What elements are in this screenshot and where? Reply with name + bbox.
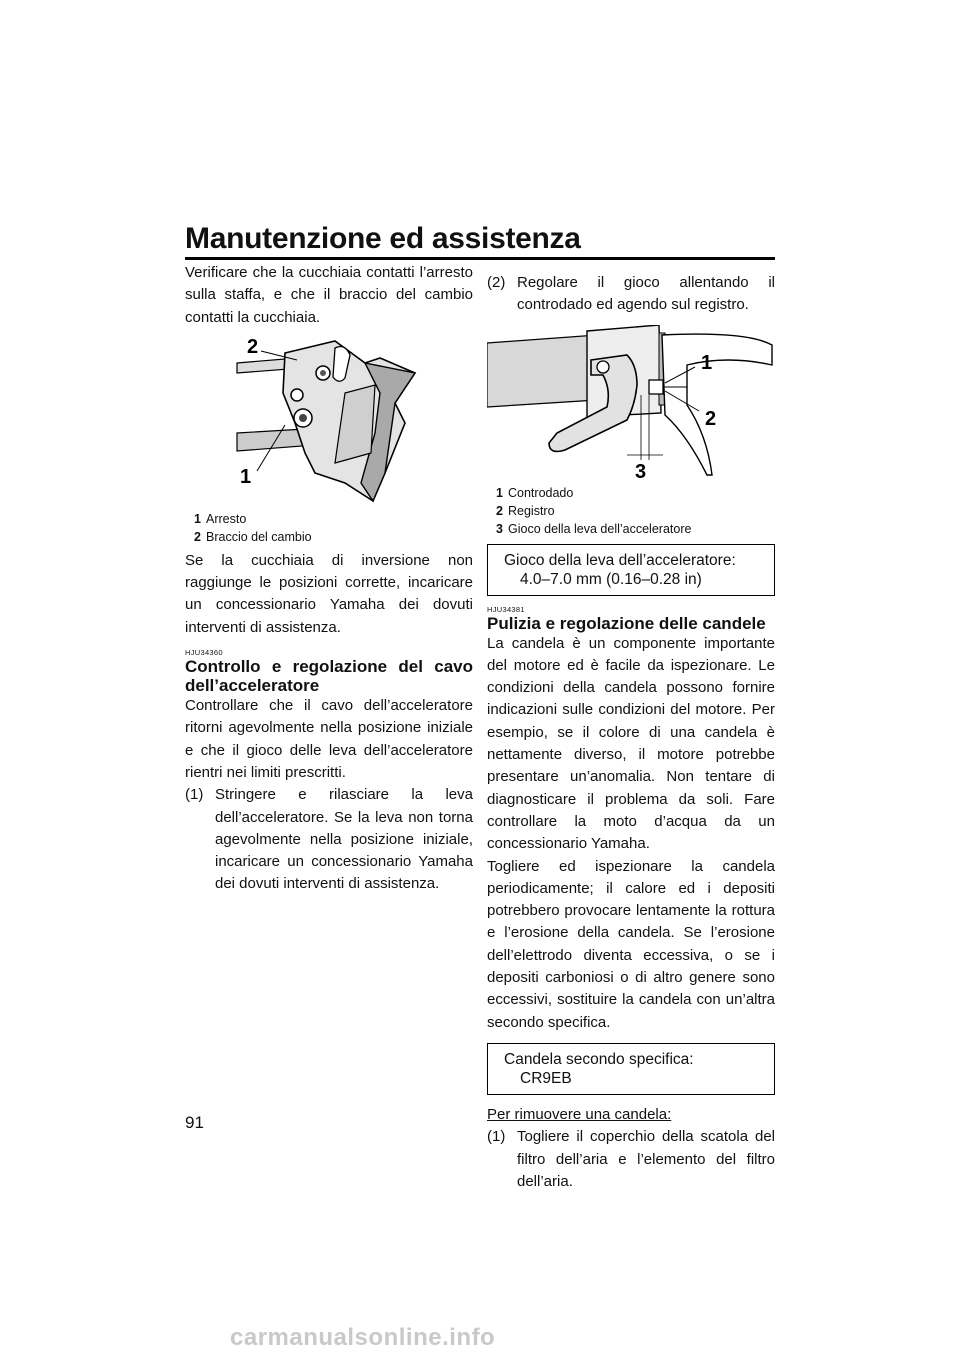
watermark: carmanualsonline.info xyxy=(230,1324,496,1351)
left-column xyxy=(185,262,473,896)
legend-item: 2 Registro xyxy=(496,503,555,518)
step-item: (2) Regolare il gioco allentando il controdado ed agendo sul registro. xyxy=(487,274,775,314)
figure1-legend xyxy=(185,510,473,546)
after-figure-paragraph: Se la cucchiaia di inversione non raggiunge le posizioni corrette, incaricare un concessionario Yamaha dei dovuti interventi di assistenza. xyxy=(185,551,473,636)
page-title: Manutenzione ed assistenza xyxy=(185,222,581,255)
legend-item: 3 Gioco della leva dell’acceleratore xyxy=(496,521,692,536)
legend-item: 1 Arresto xyxy=(194,511,247,526)
throttle-lever-figure xyxy=(487,325,775,480)
intro-paragraph: Verificare che la cucchiaia contatti l’arresto sulla staffa, e che il braccio del cambio contatti la cucchiaia. xyxy=(185,264,473,326)
title-rule xyxy=(185,257,775,260)
figure2-callout-3: 3 xyxy=(635,460,647,480)
throttle-spec-box: Gioco della leva dell’acceleratore: 4.0–7.0 mm (0.16–0.28 in) xyxy=(487,544,775,596)
page-number: 91 xyxy=(185,1113,204,1132)
step-item: (1) Stringere e rilasciare la leva dell’acceleratore. Se la leva non torna agevolmente nella posizione iniziale, incaricare un concessionario Yamaha dei dovuti interventi di assistenza. xyxy=(185,786,473,893)
section-code: HJU34360 xyxy=(185,648,223,658)
figure2-legend xyxy=(487,484,775,538)
section-para-2: Togliere ed ispezionare la candela periodicamente; il calore ed i depositi potrebbero provocare lentamente la rottura e l’erosione della candela. Se l’erosione dell’elettrodo diventa eccessiva, o se i depositi carboniosi o di altro genere sono eccessivi, sostituire la candela con un’altra secondo specifica. xyxy=(487,857,775,1031)
section-code: HJU34381 xyxy=(487,604,525,614)
section-para-1: La candela è un componente importante del motore ed è facile da ispezionare. Le condizioni della candela possono fornire indicazioni sulle condizioni del motore. Per esempio, se il colore di una candela è nettamente diverso, il motore potrebbe presentare un’anomalia. Non tentare di diagnosticare il problema da soli. Fare controllare la moto d’acqua da un concessionario Yamaha. xyxy=(487,634,775,853)
shift-bracket-figure xyxy=(185,333,473,508)
step-item: (1) Togliere il coperchio della scatola del filtro dell’aria e l’elemento del filtro dell’aria. xyxy=(487,1128,775,1190)
right-column xyxy=(487,272,775,1193)
figure2-callout-2: 2 xyxy=(705,407,717,430)
section-heading: Pulizia e regolazione delle candele xyxy=(487,613,766,633)
section-body: Controllare che il cavo dell’acceleratore ritorni agevolmente nella posizione iniziale e che il gioco delle leva dell’acceleratore rientri nei limiti prescritti. xyxy=(185,697,473,781)
spark-plug-spec-box: Candela secondo specifica: CR9EB xyxy=(487,1043,775,1095)
figure2-callout-1: 1 xyxy=(701,351,713,374)
subheading: Per rimuovere una candela: xyxy=(487,1105,672,1123)
legend-item: 1 Controdado xyxy=(496,485,574,500)
figure1-callout-2: 2 xyxy=(247,335,259,358)
section-heading: Controllo e regolazione del cavo dell’acceleratore xyxy=(185,657,473,696)
legend-item: 2 Braccio del cambio xyxy=(194,529,312,544)
figure1-callout-1: 1 xyxy=(240,465,252,488)
